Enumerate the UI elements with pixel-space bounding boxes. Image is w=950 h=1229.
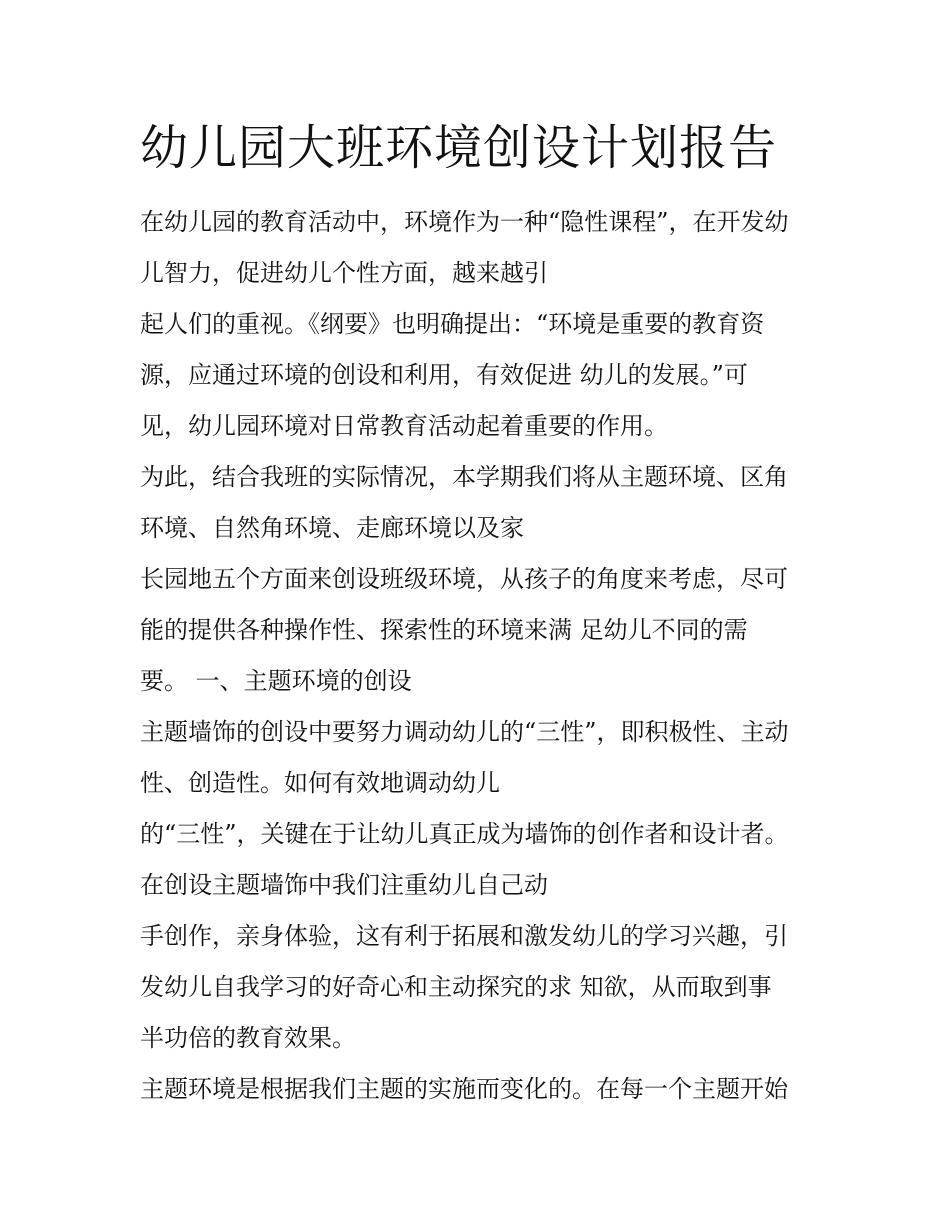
text-line: 性、创造性。如何有效地调动幼儿 bbox=[140, 769, 500, 797]
document-body bbox=[140, 197, 830, 1115]
text-line: 的“三性”，关键在于让幼儿真正成为墙饰的创作者和设计者。 bbox=[140, 820, 789, 848]
section-heading-line: 要。 一、主题环境的创设 bbox=[140, 667, 412, 695]
text-line: 在幼儿园的教育活动中，环境作为一种“隐性课程”，在开发幼 bbox=[140, 208, 789, 236]
text-line: 发幼儿自我学习的好奇心和主动探究的求 知欲，从而取到事 bbox=[140, 973, 772, 1001]
text-line: 起人们的重视。《纲要》也明确提出：“环境是重要的教育资 bbox=[140, 310, 765, 338]
document-title: 幼儿园大班环境创设计划报告 bbox=[140, 120, 778, 176]
text-line: 手创作，亲身体验，这有利于拓展和激发幼儿的学习兴趣，引 bbox=[140, 922, 788, 950]
text-line: 在创设主题墙饰中我们注重幼儿自己动 bbox=[140, 871, 548, 899]
text-line: 能的提供各种操作性、探索性的环境来满 足幼儿不同的需 bbox=[140, 616, 748, 644]
text-line: 长园地五个方面来创设班级环境，从孩子的角度来考虑，尽可 bbox=[140, 565, 788, 593]
text-line: 环境、自然角环境、走廊环境以及家 bbox=[140, 514, 524, 542]
text-line: 为此，结合我班的实际情况，本学期我们将从主题环境、区角 bbox=[140, 463, 788, 491]
text-line: 儿智力，促进幼儿个性方面，越来越引 bbox=[140, 259, 548, 287]
text-line: 见，幼儿园环境对日常教育活动起着重要的作用。 bbox=[140, 412, 668, 440]
text-line: 源，应通过环境的创设和利用，有效促进 幼儿的发展。”可 bbox=[140, 361, 748, 389]
text-line: 半功倍的教育效果。 bbox=[140, 1024, 356, 1052]
text-line: 主题墙饰的创设中要努力调动幼儿的“三性”，即积极性、主动 bbox=[140, 718, 789, 746]
text-line: 主题环境是根据我们主题的实施而变化的。在每一个主题开始 bbox=[140, 1075, 788, 1103]
